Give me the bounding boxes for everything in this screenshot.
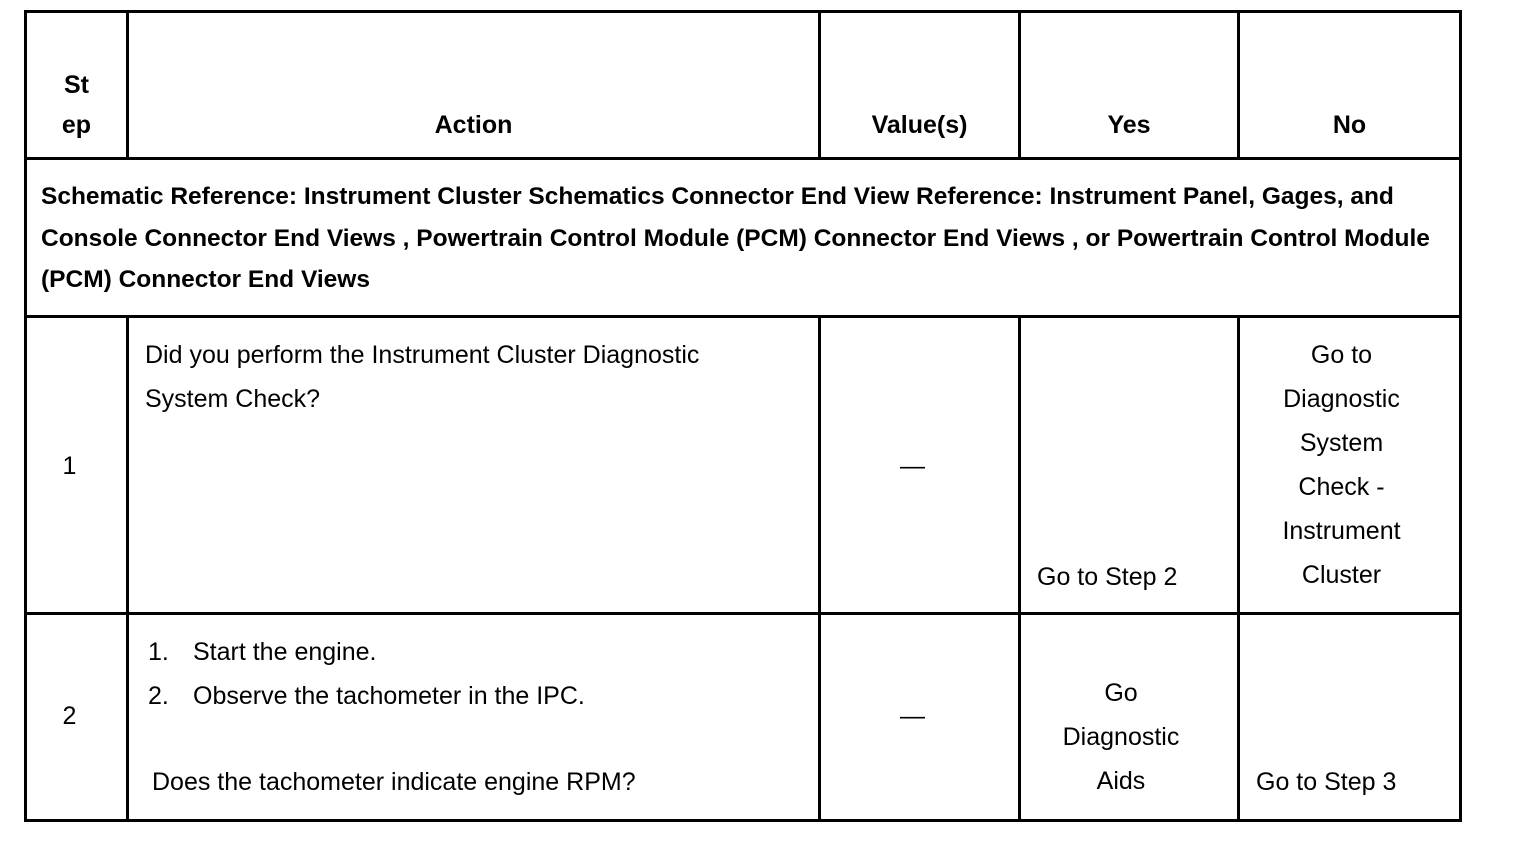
header-action: Action	[434, 111, 513, 139]
row2-no: Go to Step 3	[1256, 768, 1397, 796]
row1-action-line2: System Check?	[145, 385, 321, 413]
schematic-divider	[24, 315, 1462, 318]
row-divider	[24, 612, 1462, 615]
table-border-right	[1459, 10, 1462, 822]
diagnostic-table	[24, 10, 1462, 822]
row1-no-line: Instrument	[1282, 517, 1401, 545]
schematic-reference: Schematic Reference: Instrument Cluster Schematics Connector End View Reference: Instrument Panel, Gages, and Console Connector End Views , Powertrain Control Module (PCM) Connector End Views , or Powertrain Control Module (PCM) Connector End Views	[41, 183, 1430, 293]
row2-action-item-number: 2.	[148, 682, 169, 710]
row2-action-question: Does the tachometer indicate engine RPM?	[152, 768, 636, 796]
row1-no	[1240, 333, 1443, 597]
row2-step: 2	[62, 702, 77, 730]
row2-yes-line: Go	[1104, 679, 1138, 707]
row1-step: 1	[62, 452, 77, 480]
col-divider-step	[126, 315, 129, 822]
row1-no-line: Go to	[1310, 341, 1373, 369]
header-divider	[24, 157, 1462, 160]
row2-action-item-number: 1.	[148, 638, 169, 666]
row2-action-item-text: Observe the tachometer in the IPC.	[193, 682, 585, 710]
row1-no-line: Diagnostic	[1283, 385, 1400, 413]
header-step	[27, 65, 126, 145]
header-no: No	[1332, 111, 1367, 139]
table-border-top	[24, 10, 1462, 13]
row2-value: —	[900, 702, 925, 730]
row2-action-item-text: Start the engine.	[193, 638, 377, 666]
row1-value: —	[900, 452, 925, 480]
row1-no-line: Check -	[1298, 473, 1385, 501]
header-values: Value(s)	[871, 111, 968, 139]
row2-yes-line: Aids	[1096, 767, 1146, 795]
row2-yes	[1021, 671, 1221, 803]
header-step-line1: St	[64, 71, 89, 99]
row1-no-line: Cluster	[1301, 561, 1382, 589]
table-border-bottom	[24, 819, 1462, 822]
header-yes: Yes	[1107, 111, 1151, 139]
header-step-line2: ep	[61, 111, 92, 139]
col-divider-action	[818, 315, 821, 822]
row1-no-line: System	[1299, 429, 1384, 457]
row1-yes: Go to Step 2	[1037, 563, 1178, 591]
row2-yes-line: Diagnostic	[1062, 723, 1180, 751]
row1-action-line1: Did you perform the Instrument Cluster Diagnostic	[145, 341, 700, 369]
